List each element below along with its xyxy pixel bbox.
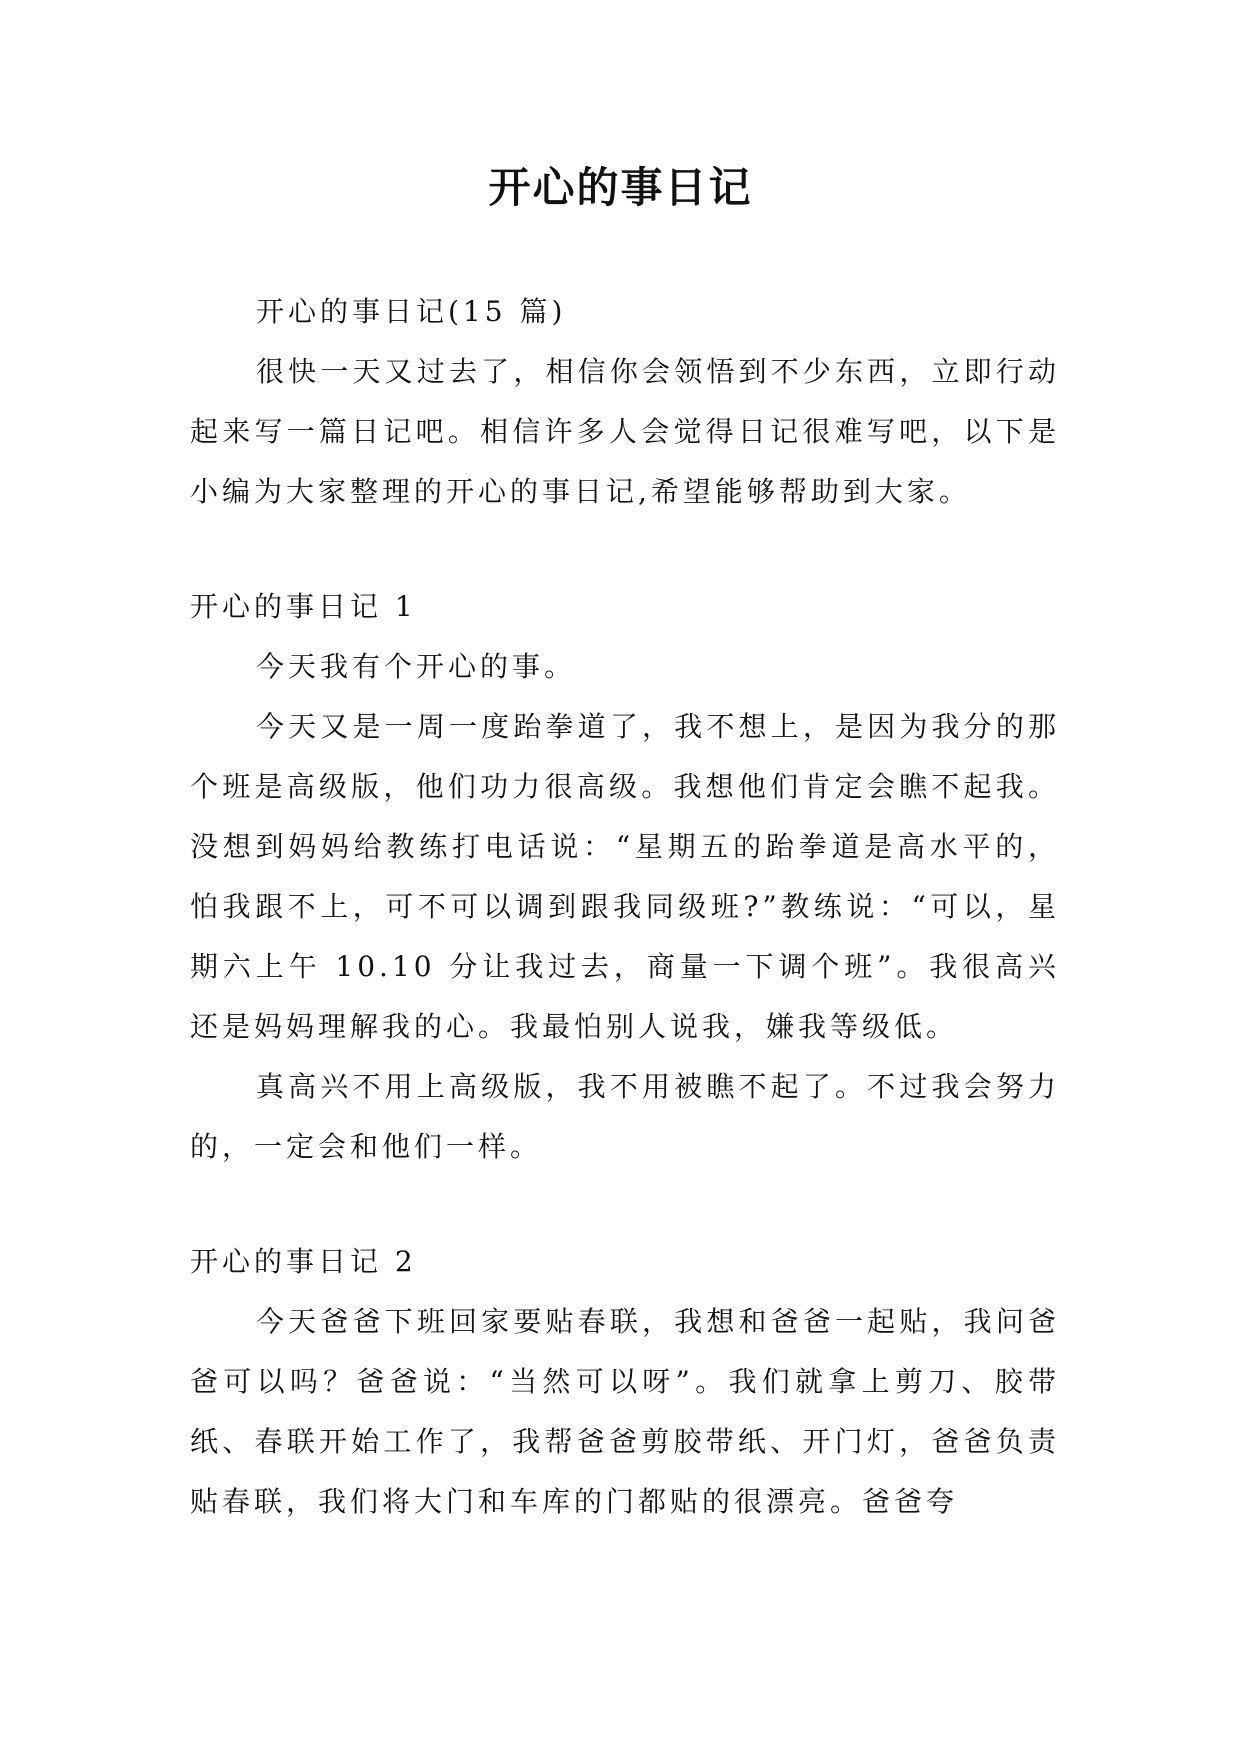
section-paragraph: 真高兴不用上高级版，我不用被瞧不起了。不过我会努力的，一定会和他们一样。 <box>190 1070 1060 1163</box>
document-subtitle: 开心的事日记(15 篇) <box>256 295 567 328</box>
section-paragraph: 今天又是一周一度跆拳道了，我不想上，是因为我分的那个班是高级版，他们功力很高级。我想他们肯定会瞧不起我。没想到妈妈给教练打电话说：“星期五的跆拳道是高水平的，怕我跟不上，可不可以调到跟我同级班?”教练说：“可以，星期六上午 10.10 分让我过去，商量一下调个班”。我很高兴还是妈妈理解我的心。我最怕别人说我，嫌我等级低。 <box>190 710 1060 1043</box>
document-body <box>190 282 1060 1532</box>
intro-paragraph: 很快一天又过去了，相信你会领悟到不少东西，立即行动起来写一篇日记吧。相信许多人会觉得日记很难写吧，以下是小编为大家整理的开心的事日记,希望能够帮助到大家。 <box>190 355 1060 508</box>
section-heading: 开心的事日记 1 <box>190 590 417 623</box>
section-spacer <box>190 1177 1060 1232</box>
section-heading: 开心的事日记 2 <box>190 1245 417 1278</box>
document-title: 开心的事日记 <box>488 163 753 212</box>
section-spacer <box>190 522 1060 577</box>
section-paragraph: 今天我有个开心的事。 <box>256 650 577 683</box>
section-paragraph: 今天爸爸下班回家要贴春联，我想和爸爸一起贴，我问爸爸可以吗？爸爸说：“当然可以呀”。我们就拿上剪刀、胶带纸、春联开始工作了，我帮爸爸剪胶带纸、开门灯，爸爸负责贴春联，我们将大门和车库的门都贴的很漂亮。爸爸夸 <box>190 1305 1060 1518</box>
